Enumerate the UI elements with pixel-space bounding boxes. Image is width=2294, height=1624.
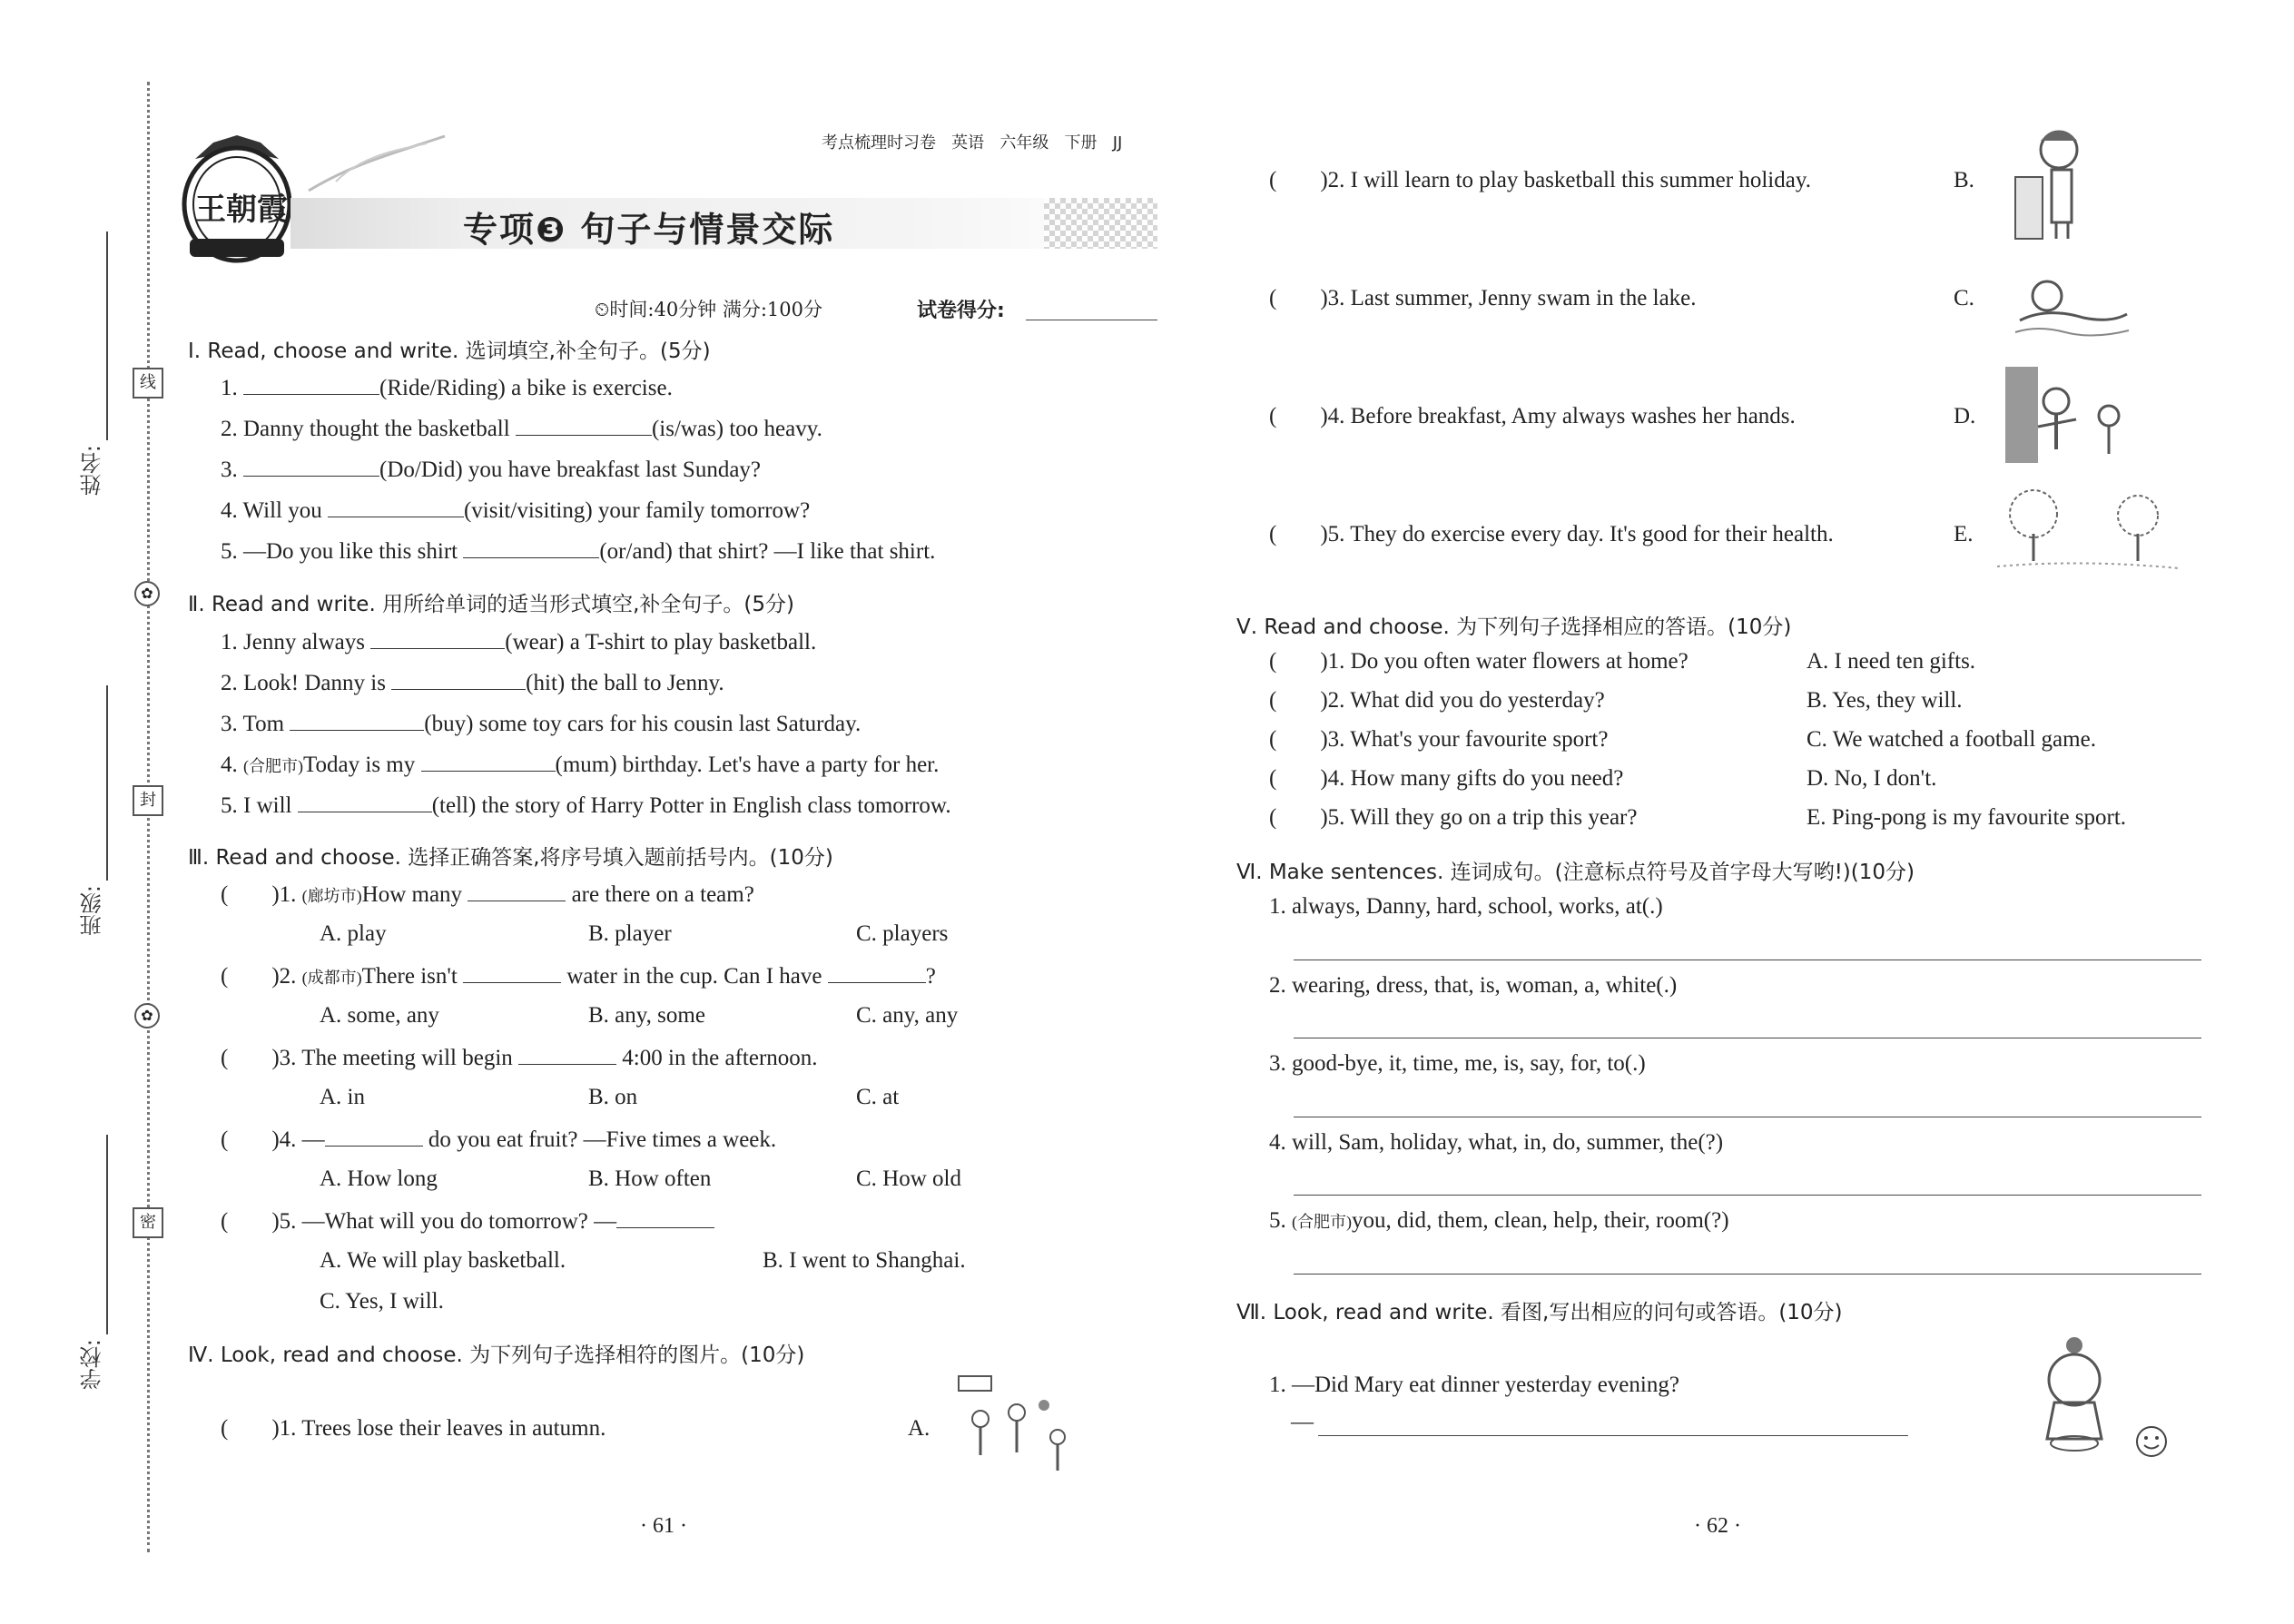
- s5-question: ( )5. Will they go on a trip this year?: [1269, 805, 1638, 830]
- s5-answer-option: D. No, I don't.: [1807, 766, 1937, 791]
- region-tag: (合肥市): [1292, 1213, 1352, 1231]
- s5-question: ( )4. How many gifts do you need?: [1269, 766, 1624, 791]
- option-b: B. on: [588, 1085, 638, 1109]
- s5-answer-option: C. We watched a football game.: [1807, 727, 2096, 752]
- s7-answer-dash: —: [1291, 1410, 1314, 1434]
- s6-item: 2. wearing, dress, that, is, woman, a, white(.): [1269, 973, 1678, 998]
- s1-item: 5. —Do you like this shirt (or/and) that shirt? —I like that shirt.: [221, 539, 936, 564]
- s6-item: 5. (合肥市)you, did, them, clean, help, their, room(?): [1269, 1208, 1729, 1233]
- section-3-title: Ⅲ. Read and choose. 选择正确答案,将序号填入题前括号内。(10分): [188, 846, 833, 870]
- margin-ornament-icon: ✿: [134, 581, 160, 606]
- margin-ornament-icon: ✿: [134, 1003, 160, 1029]
- s2-item: 4. (合肥市)Today is my (mum) birthday. Let's have a party for her.: [221, 753, 940, 777]
- s3-question-2: ( )2. (成都市)There isn't water in the cup. Can I have ?: [221, 964, 936, 989]
- answer-blank[interactable]: [290, 710, 424, 731]
- option-b: B. I went to Shanghai.: [763, 1248, 966, 1273]
- s5-answer-option: E. Ping-pong is my favourite sport.: [1807, 805, 2127, 830]
- picture-label-d: D.: [1954, 404, 1976, 428]
- option-a: A. We will play basketball.: [320, 1248, 566, 1273]
- autumn-trees-picture: [1993, 488, 2183, 575]
- title-banner-checker: [1044, 198, 1157, 249]
- answer-blank[interactable]: [328, 497, 464, 517]
- s1-item: 1. (Ride/Riding) a bike is exercise.: [221, 376, 673, 400]
- s5-answer-option: A. I need ten gifts.: [1807, 649, 1976, 674]
- binding-dotted-line: [147, 82, 150, 1552]
- s4-item-4: ( )4. Before breakfast, Amy always washes her hands.: [1269, 404, 1796, 428]
- section-4-title: Ⅳ. Look, read and choose. 为下列句子选择相符的图片。(10分): [188, 1343, 805, 1367]
- option-b: B. any, some: [588, 1003, 705, 1028]
- answer-blank[interactable]: [516, 415, 652, 436]
- s6-item: 1. always, Danny, hard, school, works, at(.): [1269, 894, 1663, 919]
- answer-line[interactable]: [1318, 1435, 1908, 1436]
- s2-item: 3. Tom (buy) some toy cars for his cousin last Saturday.: [221, 712, 861, 736]
- option-c: C. at: [856, 1085, 900, 1109]
- answer-blank[interactable]: [421, 751, 556, 772]
- option-c: C. any, any: [856, 1003, 959, 1028]
- logo-emblem: [177, 132, 297, 268]
- s7-question-1: 1. —Did Mary eat dinner yesterday evening?: [1269, 1373, 1679, 1397]
- answer-blank: [518, 1044, 616, 1065]
- answer-blank[interactable]: [391, 669, 526, 690]
- series-name: 考点梳理时习卷: [822, 133, 936, 153]
- margin-mark-dense: 密: [133, 1207, 163, 1238]
- smiley-face-icon: [2133, 1423, 2170, 1460]
- school-field[interactable]: [106, 1135, 108, 1334]
- section-6-title: Ⅵ. Make sentences. 连词成句。(注意标点符号及首字母大写哟!)(10分): [1236, 861, 1915, 884]
- s3-question-5: ( )5. —What will you do tomorrow? —: [221, 1207, 714, 1235]
- answer-blank: [463, 962, 561, 983]
- s1-item: 2. Danny thought the basketball (is/was) too heavy.: [221, 417, 822, 441]
- s2-item: 5. I will (tell) the story of Harry Potter in English class tomorrow.: [221, 793, 951, 818]
- s5-question: ( )2. What did you do yesterday?: [1269, 688, 1605, 713]
- s2-item: 2. Look! Danny is (hit) the ball to Jenny.: [221, 671, 724, 695]
- page-title: 专项❸ 句子与情景交际: [463, 210, 835, 250]
- region-tag: (合肥市): [243, 757, 303, 775]
- answer-line[interactable]: [1294, 1195, 2201, 1196]
- name-field[interactable]: [106, 231, 108, 440]
- picture-label-a: A.: [908, 1416, 930, 1441]
- class-label: 班级:: [80, 885, 105, 937]
- answer-line[interactable]: [1294, 1274, 2201, 1275]
- answer-blank: [325, 1126, 423, 1147]
- answer-blank[interactable]: [243, 374, 379, 395]
- s5-question: ( )3. What's your favourite sport?: [1269, 727, 1609, 752]
- name-label: 姓名:: [80, 445, 105, 497]
- answer-blank[interactable]: [298, 792, 432, 812]
- s3-question-4: ( )4. — do you eat fruit? —Five times a week.: [221, 1127, 777, 1152]
- option-a: A. play: [320, 921, 387, 946]
- time-score-info: ⏲时间:40分钟 满分:100分: [595, 299, 823, 320]
- section-1-title: Ⅰ. Read, choose and write. 选词填空,补全句子。(5分): [188, 340, 711, 363]
- option-b: B. How often: [588, 1166, 712, 1191]
- option-c: C. How old: [856, 1166, 961, 1191]
- option-b: B. player: [588, 921, 672, 946]
- s4-item-2: ( )2. I will learn to play basketball this summer holiday.: [1269, 168, 1811, 192]
- s6-item: 3. good-bye, it, time, me, is, say, for, to(.): [1269, 1051, 1646, 1076]
- answer-blank[interactable]: [463, 537, 599, 558]
- s4-item-3: ( )3. Last summer, Jenny swam in the lake.: [1269, 286, 1697, 310]
- basketball-kids-picture: [953, 1369, 1080, 1482]
- answer-blank: [616, 1207, 714, 1228]
- s1-item: 4. Will you (visit/visiting) your family tomorrow?: [221, 498, 811, 523]
- picture-label-b: B.: [1954, 168, 1974, 192]
- section-2-title: Ⅱ. Read and write. 用所给单词的适当形式填空,补全句子。(5分): [188, 593, 794, 616]
- picture-label-c: C.: [1954, 286, 1974, 310]
- option-c: C. Yes, I will.: [320, 1289, 444, 1314]
- ribbon-decoration: [300, 127, 454, 209]
- s4-item-1: ( )1. Trees lose their leaves in autumn.: [221, 1416, 606, 1441]
- school-label: 学校:: [80, 1339, 105, 1391]
- s5-question: ( )1. Do you often water flowers at home?: [1269, 649, 1689, 674]
- header-meta-line: [822, 130, 1122, 153]
- term-label: 下册: [1064, 133, 1098, 153]
- section-7-title: Ⅶ. Look, read and write. 看图,写出相应的问句或答语。(10分): [1236, 1301, 1843, 1324]
- picture-label-e: E.: [1954, 522, 1974, 546]
- s4-item-5: ( )5. They do exercise every day. It's good for their health.: [1269, 522, 1834, 546]
- s3-question-1: ( )1. (廊坊市)How many are there on a team?: [221, 882, 754, 907]
- s1-item: 3. (Do/Did) you have breakfast last Sunday?: [221, 458, 762, 482]
- answer-blank[interactable]: [243, 456, 379, 477]
- option-a: A. in: [320, 1085, 365, 1109]
- answer-blank: [468, 881, 566, 901]
- margin-mark-seal: 封: [133, 785, 163, 816]
- answer-blank[interactable]: [370, 628, 505, 649]
- page-number-left: · 61 ·: [640, 1514, 687, 1538]
- score-label: 试卷得分:: [917, 300, 1005, 322]
- handwashing-girl-picture: [2006, 123, 2097, 245]
- answer-blank: [828, 962, 926, 983]
- s2-item: 1. Jenny always (wear) a T-shirt to play basketball.: [221, 630, 817, 655]
- swimming-girl-picture: [2011, 271, 2133, 343]
- option-a: A. How long: [320, 1166, 438, 1191]
- subject-label: 英语: [951, 133, 985, 153]
- edition-label: JJ: [1112, 133, 1123, 153]
- logo-text: 王朝霞: [195, 192, 288, 228]
- section-5-title: Ⅴ. Read and choose. 为下列句子选择相应的答语。(10分): [1236, 615, 1792, 639]
- margin-mark-line: 线: [133, 368, 163, 399]
- s3-question-3: ( )3. The meeting will begin 4:00 in the afternoon.: [221, 1046, 818, 1070]
- s6-item: 4. will, Sam, holiday, what, in, do, summer, the(?): [1269, 1130, 1724, 1155]
- page-number-right: · 62 ·: [1694, 1514, 1741, 1538]
- s5-answer-option: B. Yes, they will.: [1807, 688, 1963, 713]
- class-field[interactable]: [106, 685, 108, 881]
- option-a: A. some, any: [320, 1003, 439, 1028]
- exercise-kids-picture: [2002, 363, 2138, 468]
- grade-label: 六年级: [999, 133, 1049, 153]
- option-c: C. players: [856, 921, 949, 946]
